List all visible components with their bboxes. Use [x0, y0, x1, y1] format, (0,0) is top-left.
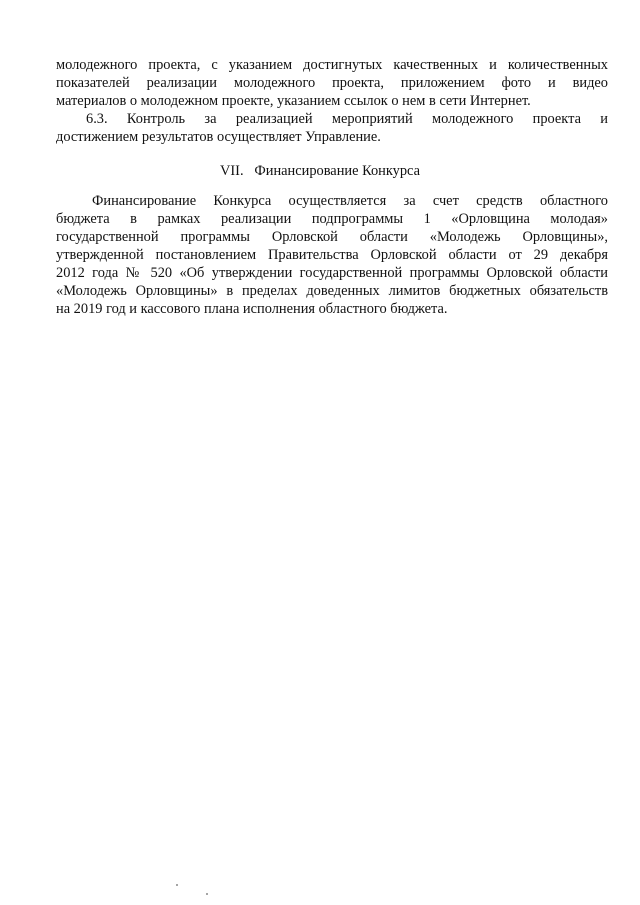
- text-line: «Молодежь Орловщины» в пределах доведенных лимитов бюджетных обязательств: [56, 283, 608, 299]
- text-line: на 2019 год и кассового плана исполнения областного бюджета.: [56, 301, 448, 317]
- text-line: 2012 года № 520 «Об утверждении государственной программы Орловской области: [56, 265, 608, 281]
- text-line: материалов о молодежном проекте, указанием ссылок о нем в сети Интернет.: [56, 93, 531, 109]
- text-line: показателей реализации молодежного проекта, приложением фото и видео: [56, 75, 608, 91]
- text-line: достижением результатов осуществляет Управление.: [56, 129, 381, 145]
- scan-speck: [176, 884, 178, 886]
- text-line: утвержденной постановлением Правительства Орловской области от 29 декабря: [56, 247, 608, 263]
- text-line: государственной программы Орловской области «Молодежь Орловщины»,: [56, 229, 608, 245]
- section-heading: VII. Финансирование Конкурса: [220, 163, 420, 179]
- scan-speck: [206, 893, 208, 895]
- text-line: 6.3. Контроль за реализацией мероприятий молодежного проекта и: [86, 111, 608, 127]
- text-line: молодежного проекта, с указанием достигнутых качественных и количественных: [56, 57, 608, 73]
- text-line: бюджета в рамках реализации подпрограммы 1 «Орловщина молодая»: [56, 211, 608, 227]
- text-line: Финансирование Конкурса осуществляется за счет средств областного: [92, 193, 608, 209]
